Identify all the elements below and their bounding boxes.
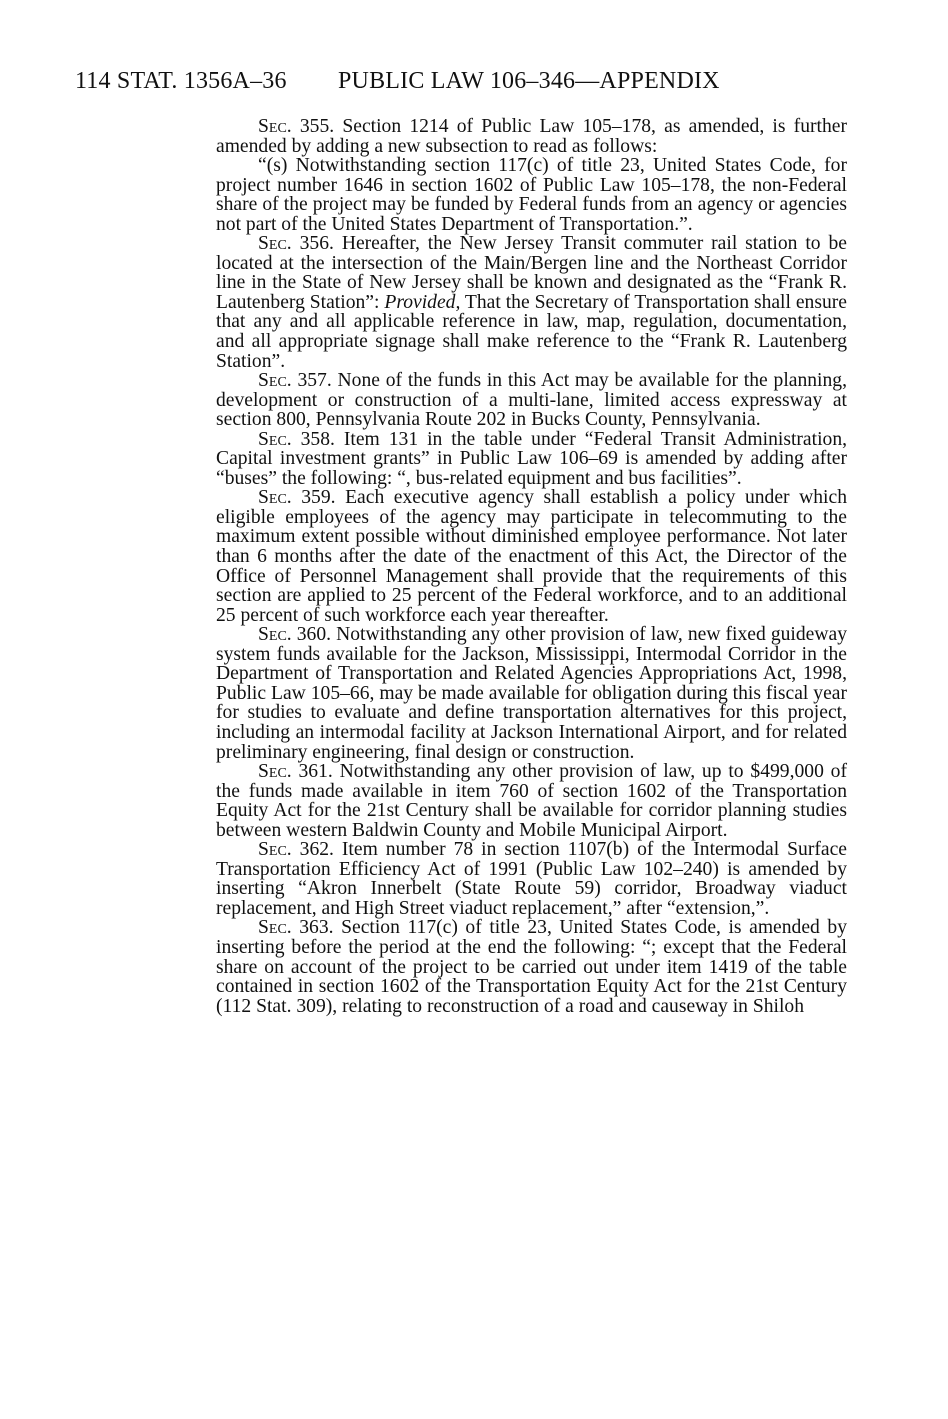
section-text: “(s) Notwithstanding section 117(c) of title 23, United States Code, for project number 1646 in section 1602 of Public Law 105–178, the non-Federal share of the project may be funded by Federal funds from an agency or agencies not part of the United States Department of Transportation.”. bbox=[216, 155, 847, 235]
section-text: That the Secretary of Transportation shall ensure that any and all applicable reference in law, map, regulation, documentation, and all appropriate signage shall make reference to the “Frank R. Lautenberg Station”. bbox=[216, 291, 847, 372]
section-360 bbox=[216, 625, 847, 762]
section-357 bbox=[216, 371, 847, 430]
section-361 bbox=[216, 762, 847, 840]
section-label: Sec. 357. bbox=[258, 370, 332, 392]
law-title: PUBLIC LAW 106–346—APPENDIX bbox=[338, 68, 720, 94]
section-text: None of the funds in this Act may be available for the planning, development or construction of a multi-lane, limited access expressway at section 800, Pennsylvania Route 202 in Bucks County, Pennsylvania. bbox=[216, 370, 847, 431]
section-label: Sec. 361. bbox=[258, 761, 333, 783]
section-362 bbox=[216, 840, 847, 918]
section-text: Notwithstanding any other provision of law, up to $499,000 of the funds made available in item 760 of section 1602 of the Transportation Equity Act for the 21st Century shall be available for corridor planning studies between western Baldwin County and Mobile Municipal Airport. bbox=[216, 761, 848, 841]
section-label: Sec. 355. bbox=[258, 116, 335, 137]
section-363 bbox=[216, 918, 847, 1016]
section-356 bbox=[216, 234, 847, 371]
section-text: Hereafter, the New Jersey Transit commuter rail station to be located at the intersection of the Main/Bergen line and the Northeast Corridor line in the State of New Jersey shall be known and designated as the “Frank R. Lautenberg Station”: bbox=[216, 233, 847, 313]
section-355-quoted-subsection bbox=[216, 156, 847, 234]
section-text: Each executive agency shall establish a policy under which eligible employees of the agency may participate in telecommuting to the maximum extent possible without diminished employee performance. Not later than 6 months after the date of the enactment of this Act, the Director of the Office of Personnel Management shall provide that the requirements of this section are applied to 25 percent of the Federal workforce, and to an additional 25 percent of such workforce each year thereafter. bbox=[216, 487, 847, 626]
body-text bbox=[216, 117, 847, 1016]
section-text: Section 117(c) of title 23, United States Code, is amended by inserting before the period at the end the following: “; except that the Federal share on account of the project to be carried out under item 1419 of the table contained in section 1602 of the Transportation Equity Act for the 21st Century (112 Stat. 309), relating to reconstruction of a road and causeway in Shiloh bbox=[216, 917, 848, 1017]
section-text: Notwithstanding any other provision of law, new fixed guideway system funds available for the Jackson, Mississippi, Intermodal Corridor in the Department of Transportation and Related Agencies Appropriations Act, 1998, Public Law 105–66, may be made available for obligation during this fiscal year for studies to evaluate and define transportation alternatives for this project, including an intermodal facility at Jackson International Airport, and for related preliminary engineering, final design or construction. bbox=[216, 624, 848, 763]
section-text: Item 131 in the table under “Federal Transit Administration, Capital investment grants” in Public Law 106–69 is amended by adding after “buses” the following: “, bus-related equipment and bus facilities”. bbox=[216, 428, 848, 489]
section-359 bbox=[216, 488, 847, 625]
section-label: Sec. 358. bbox=[258, 428, 335, 450]
section-label: Sec. 359. bbox=[258, 487, 336, 509]
section-label: Sec. 362. bbox=[258, 839, 334, 861]
section-label: Sec. 363. bbox=[258, 917, 334, 939]
section-355 bbox=[216, 117, 847, 156]
section-label: Sec. 360. bbox=[258, 624, 332, 646]
section-text: Item number 78 in section 1107(b) of the Intermodal Surface Transportation Efficiency Act of 1991 (Public Law 102–240) is amended by inserting “Akron Innerbelt (State Route 59) corridor, Broadway viaduct replacement, and High Street viaduct replacement,” after “extension,”. bbox=[216, 839, 847, 919]
section-text: Section 1214 of Public Law 105–178, as amended, is further amended by adding a new subsection to read as follows: bbox=[216, 116, 847, 157]
running-header bbox=[75, 68, 875, 95]
section-358 bbox=[216, 430, 847, 489]
statute-citation: 114 STAT. 1356A–36 bbox=[75, 68, 287, 94]
proviso-term: Provided, bbox=[384, 291, 461, 313]
section-label: Sec. 356. bbox=[258, 233, 334, 255]
